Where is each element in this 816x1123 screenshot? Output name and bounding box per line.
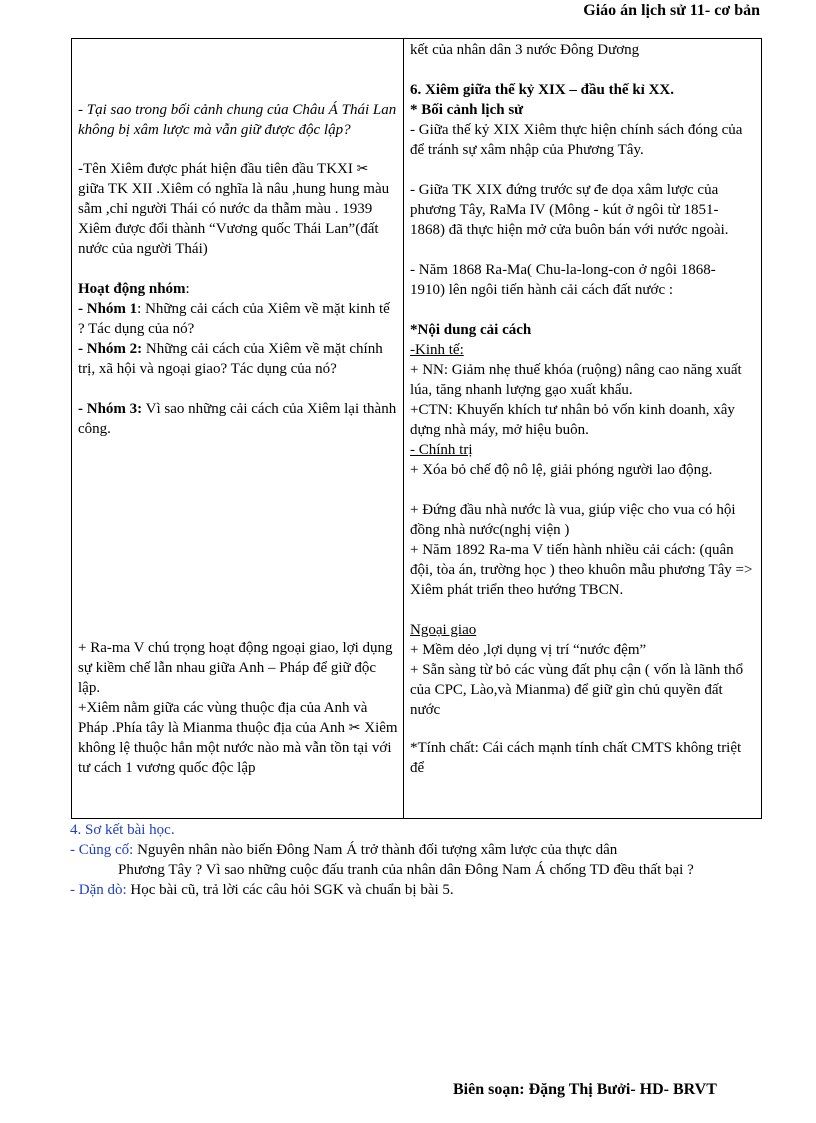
- context-item-2: - Giữa TK XIX đứng trước sự đe dọa xâm lược của phương Tây, RaMa IV (Mông - kút ở ngôi từ 1851- 1868) đã thực hiện mở cửa buôn bán với nước ngoài.: [410, 182, 729, 238]
- lesson-table: [71, 38, 762, 819]
- group-2-text: Những cải cách của Xiêm về mặt chính trị, xã hội và ngoại giao? Tác dụng của nó?: [78, 341, 383, 377]
- diplomacy-item-2: + Sẵn sàng từ bỏ các vùng đất phụ cận ( vốn là lãnh thổ của CPC, Lào,và Mianma) để giữ gìn chủ quyền đất nước: [410, 662, 744, 718]
- lesson-summary: [70, 820, 770, 900]
- politics-item-2: + Đứng đầu nhà nước là vua, giúp việc cho vua có hội đồng nhà nước(nghị viện ): [410, 502, 736, 538]
- consolidate-text: Nguyên nhân nào biến Đông Nam Á trở thành đối tượng xâm lược của thực dân: [133, 842, 618, 858]
- homework-text: Học bài cũ, trả lời các câu hỏi SGK và chuẩn bị bài 5.: [126, 882, 454, 898]
- question-text: - Tại sao trong bối cảnh chung của Châu Á Thái Lan không bị xâm lược mà vẫn giữ được độc lập?: [78, 102, 397, 138]
- economy-item-2: +CTN: Khuyến khích tư nhân bỏ vốn kinh doanh, xây dựng nhà máy, mở hiệu buôn.: [410, 402, 735, 438]
- group-3-label: - Nhóm 3:: [78, 401, 143, 417]
- economy-item-1: + NN: Giảm nhẹ thuế khóa (ruộng) nâng cao năng xuất lúa, tăng nhanh lượng gạo xuất khẩu.: [410, 362, 742, 398]
- page-header: Giáo án lịch sử 11- cơ bản: [583, 2, 760, 19]
- activity-column: [72, 39, 404, 818]
- section-title: 6. Xiêm giữa thế kỷ XIX – đầu thế kỉ XX.: [410, 82, 675, 98]
- group-1-label: - Nhóm 1: [78, 301, 138, 317]
- politics-item-1: + Xóa bỏ chế độ nô lệ, giải phóng người lao động.: [410, 462, 713, 478]
- rama-diplomacy-text: + Ra-ma V chú trọng hoạt động ngoại giao, lợi dụng sự kiềm chế lẫn nhau giữa Anh – Pháp để giữ độc lập.: [78, 640, 393, 696]
- homework-label: - Dặn dò:: [70, 882, 127, 898]
- summary-title: 4. Sơ kết bài học.: [70, 822, 175, 838]
- diplomacy-item-1: + Mềm dẻo ,lợi dụng vị trí “nước đệm”: [410, 642, 647, 658]
- consolidate-line: [70, 840, 770, 860]
- consolidate-continuation: Phương Tây ? Vì sao những cuộc đấu tranh của nhân dân Đông Nam Á chống TD đều thất bại ?: [118, 862, 694, 878]
- group-activity-colon: :: [185, 281, 190, 297]
- answer-part-1: -Tên Xiêm được phát hiện đầu tiên đầu TKXI: [78, 161, 353, 177]
- diplomacy-heading: Ngoại giao: [410, 622, 477, 638]
- answer-text: [78, 159, 398, 259]
- politics-heading: - Chính trị: [410, 442, 473, 458]
- economy-heading: -Kinh tế:: [410, 342, 464, 358]
- group-1-text: : Những cải cách của Xiêm về mặt kinh tế ? Tác dụng của nó?: [78, 301, 390, 337]
- group-3-task: [78, 399, 398, 439]
- group-2-task: [78, 339, 398, 379]
- geography-part-1: +Xiêm nằm giữa các vùng thuộc địa của Anh và Pháp .Phía tây là Mianma thuộc địa của Anh: [78, 700, 368, 736]
- answer-part-2: giữa TK XII .Xiêm có nghĩa là nâu ,hung hung màu sẫm ,chỉ người Thái có nước da thẫm màu . 1939 Xiêm được đổi thành “Vương quốc Thái Lan”(đất nước của người Thái): [78, 181, 390, 257]
- context-item-3: - Năm 1868 Ra-Ma( Chu-la-long-con ở ngôi 1868- 1910) lên ngôi tiến hành cải cách đất nước :: [410, 262, 716, 298]
- geography-part-2: Xiêm không lệ thuộc hẳn một nước nào mà vẫn tồn tại với tư cách 1 vương quốc độc lập: [78, 720, 398, 776]
- context-item-1: - Giữa thế kỷ XIX Xiêm thực hiện chính sách đóng của để tránh sự xâm nhập của Phương Tây.: [410, 122, 743, 158]
- consolidate-label: - Củng cố:: [70, 842, 134, 858]
- scissors-icon: ✂: [356, 161, 369, 177]
- scissors-icon: ✂: [348, 720, 361, 736]
- continuation-line: kết của nhân dân 3 nước Đông Dương: [410, 42, 640, 58]
- reform-content-title: *Nội dung cải cách: [410, 322, 532, 338]
- group-2-label: - Nhóm 2:: [78, 341, 143, 357]
- homework-line: [70, 880, 770, 900]
- nature-text: *Tính chất: Cái cách mạnh tính chất CMTS không triệt để: [410, 740, 742, 776]
- content-column: [404, 39, 761, 818]
- politics-item-3: + Năm 1892 Ra-ma V tiến hành nhiều cải cách: (quân đội, tòa án, trường học ) theo khuôn mẫu phương Tây => Xiêm phát triển theo hướng TBCN.: [410, 542, 753, 598]
- group-activity-title: [78, 279, 398, 299]
- group-1-task: [78, 299, 398, 339]
- context-title: * Bối cảnh lịch sử: [410, 102, 524, 118]
- author-signature: Biên soạn: Đặng Thị Bưởi- HD- BRVT: [453, 1081, 717, 1098]
- group-activity-label: Hoạt động nhóm: [78, 281, 186, 297]
- group-3-text: Vì sao những cải cách của Xiêm lại thành công.: [78, 401, 397, 437]
- geography-text: [78, 698, 398, 778]
